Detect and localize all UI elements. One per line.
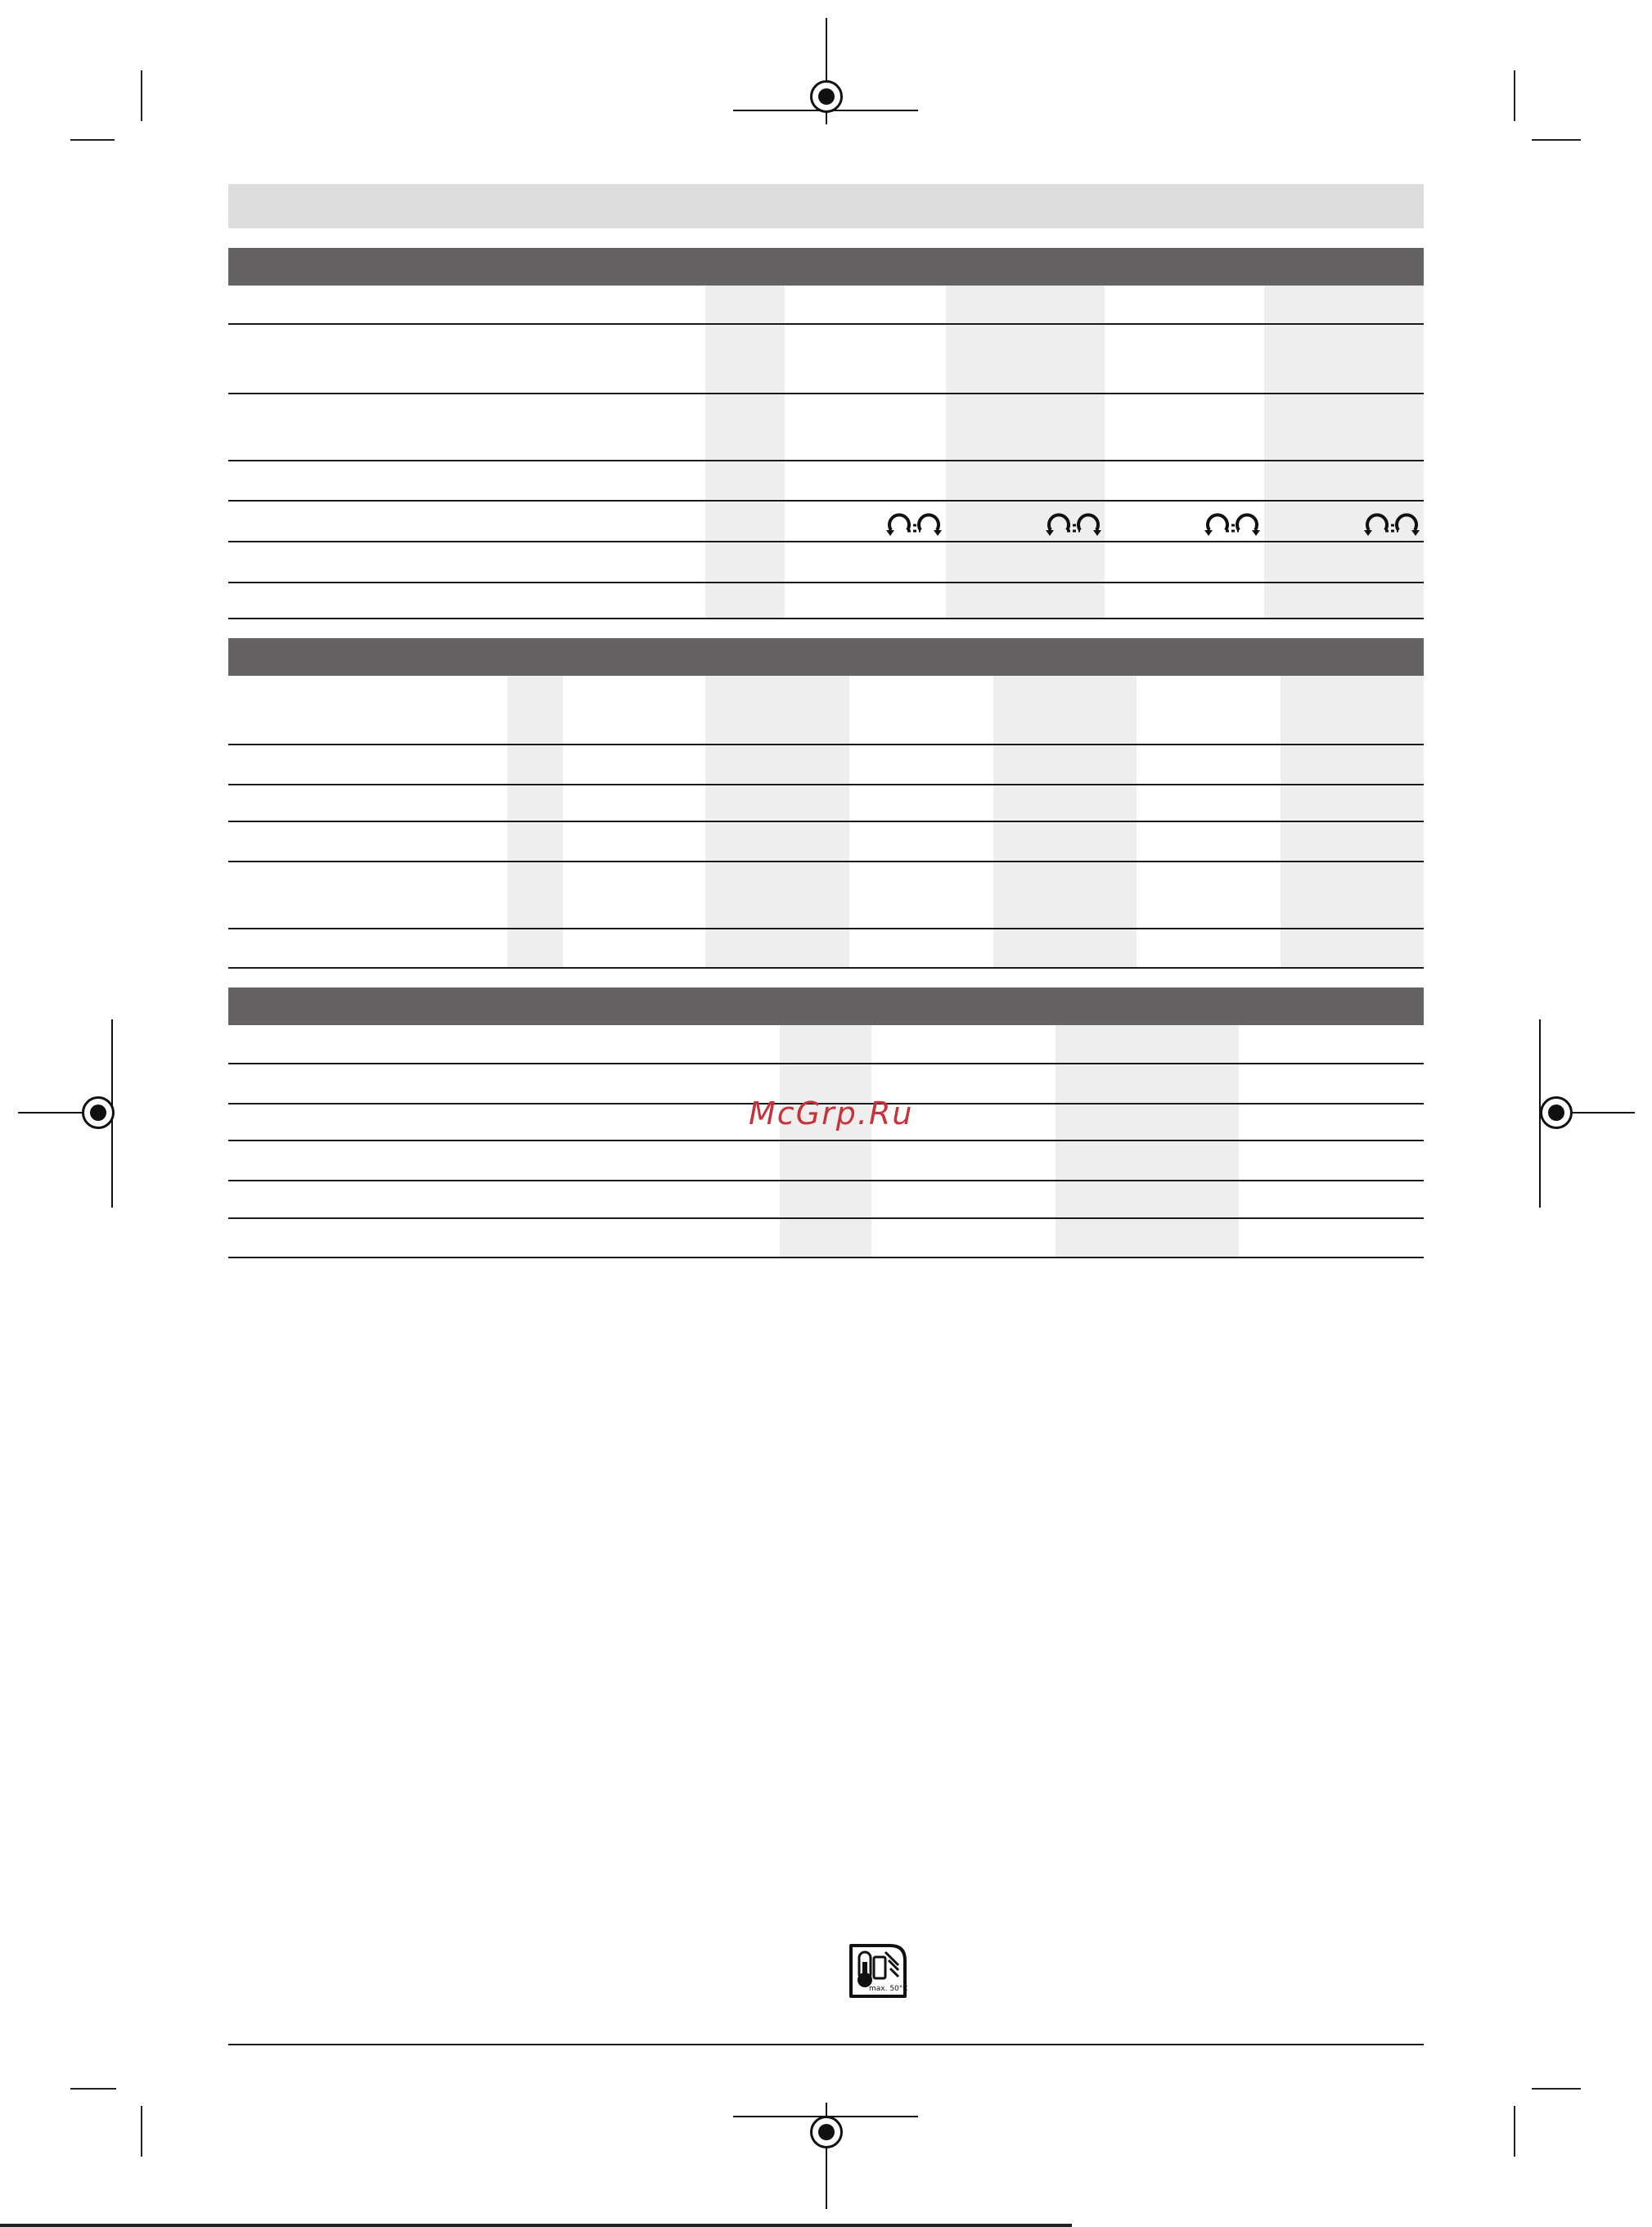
table-1-header-bar (228, 248, 1424, 286)
table-row-divider (228, 861, 1424, 862)
registration-mark-icon (82, 1096, 115, 1129)
table-row-divider (228, 393, 1424, 394)
registration-mark-icon (1540, 1096, 1573, 1129)
table-row-divider (228, 784, 1424, 785)
rotation-direction-icon (886, 509, 942, 537)
table-row-divider (228, 928, 1424, 929)
crop-mark (1514, 2106, 1515, 2157)
crop-mark (70, 139, 115, 141)
table-row-divider (228, 967, 1424, 969)
table-row-divider (228, 541, 1424, 542)
table-row-divider (228, 582, 1424, 583)
table-1-unit-column (705, 286, 785, 619)
table-row-divider (228, 821, 1424, 822)
crop-mark (141, 2106, 142, 2157)
table-3-unit-column (780, 1025, 871, 1258)
table-row-divider (228, 460, 1424, 461)
table-row-divider (228, 1217, 1424, 1219)
table-row-divider (228, 500, 1424, 502)
table-1-model-column (946, 286, 1105, 619)
crop-mark (70, 2088, 116, 2090)
rotation-direction-icon (1046, 509, 1101, 537)
table-1-model-column (1264, 286, 1424, 619)
registration-mark-icon (810, 2116, 843, 2148)
table-row-divider (228, 744, 1424, 745)
table-3-header-bar (228, 988, 1424, 1025)
table-row-divider (228, 1180, 1424, 1181)
table-row-divider (228, 1063, 1424, 1064)
crop-mark (1532, 139, 1581, 141)
watermark-text: McGrp.Ru (749, 1096, 914, 1131)
table-row-divider (228, 1257, 1424, 1258)
rotation-direction-icon (1364, 509, 1420, 537)
page-bottom-edge (0, 2224, 1072, 2227)
table-row-divider (228, 1140, 1424, 1141)
rotation-direction-icon (1204, 509, 1260, 537)
table-3-model-column (1056, 1025, 1239, 1258)
table-row-divider (228, 618, 1424, 619)
table-row-divider (228, 323, 1424, 325)
temperature-icon-label: max. 50°C (869, 1985, 908, 1993)
crop-mark (1532, 2088, 1581, 2090)
crop-mark (1514, 70, 1515, 121)
page-header-bar (228, 184, 1424, 228)
footer-rule (228, 2044, 1424, 2045)
registration-mark-icon (810, 80, 843, 113)
crop-mark (141, 70, 142, 121)
table-2-header-bar (228, 638, 1424, 676)
